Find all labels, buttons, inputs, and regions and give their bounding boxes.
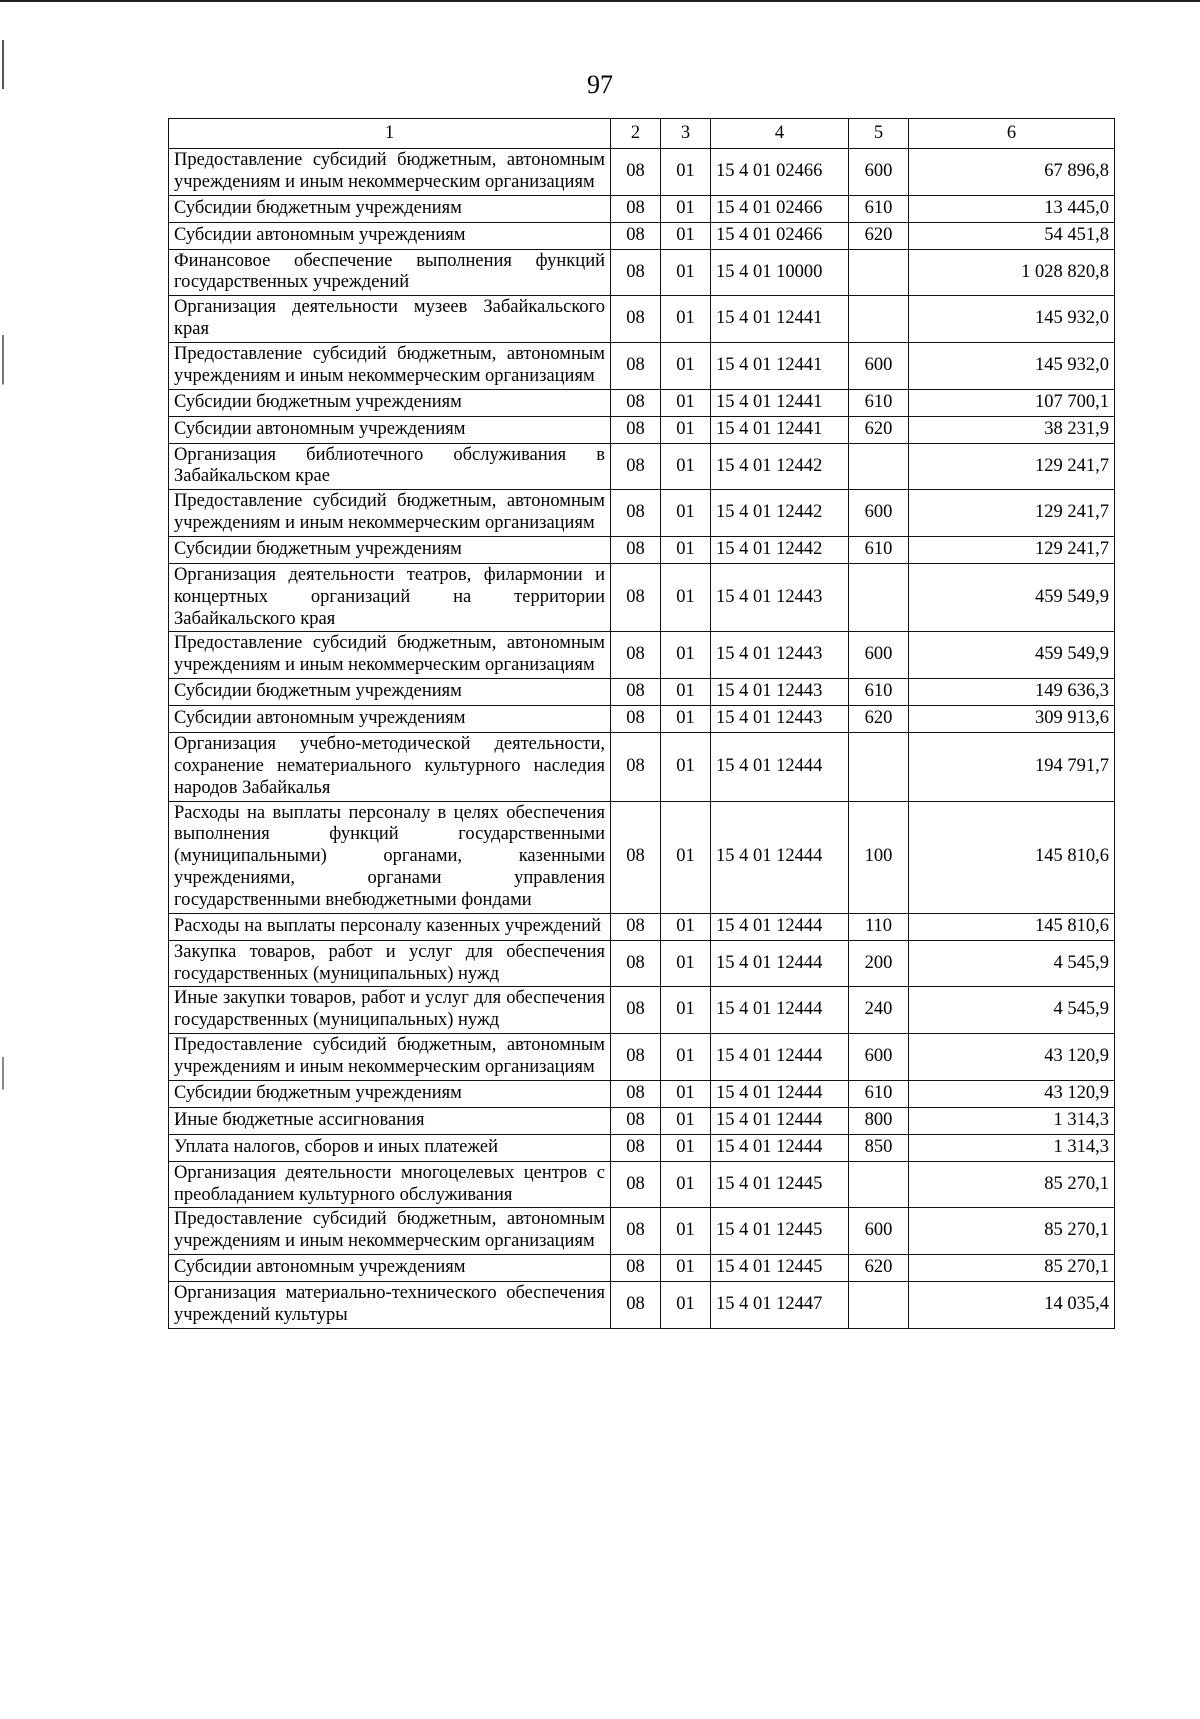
cell-expense-type: 620 <box>849 416 909 443</box>
scan-top-edge <box>0 0 1200 2</box>
cell-target-code: 15 4 01 12444 <box>711 1134 849 1161</box>
cell-name: Организация деятельности музеев Забайкальского края <box>169 296 611 343</box>
cell-section: 08 <box>611 296 661 343</box>
cell-target-code: 15 4 01 12444 <box>711 801 849 913</box>
cell-subsection: 01 <box>661 987 711 1034</box>
cell-subsection: 01 <box>661 733 711 801</box>
cell-amount: 4 545,9 <box>909 940 1115 987</box>
cell-expense-type: 600 <box>849 1208 909 1255</box>
cell-subsection: 01 <box>661 1107 711 1134</box>
cell-section: 08 <box>611 536 661 563</box>
cell-amount: 54 451,8 <box>909 222 1115 249</box>
table-row <box>169 1080 1115 1107</box>
cell-expense-type: 850 <box>849 1134 909 1161</box>
cell-target-code: 15 4 01 10000 <box>711 249 849 296</box>
cell-name: Иные бюджетные ассигнования <box>169 1107 611 1134</box>
cell-amount: 1 314,3 <box>909 1134 1115 1161</box>
cell-target-code: 15 4 01 12442 <box>711 536 849 563</box>
cell-target-code: 15 4 01 02466 <box>711 149 849 196</box>
cell-subsection: 01 <box>661 632 711 679</box>
cell-section: 08 <box>611 1161 661 1208</box>
table-row <box>169 389 1115 416</box>
cell-target-code: 15 4 01 12443 <box>711 679 849 706</box>
cell-expense-type: 610 <box>849 195 909 222</box>
table-header <box>169 119 1115 149</box>
cell-expense-type: 240 <box>849 987 909 1034</box>
cell-name: Иные закупки товаров, работ и услуг для обеспечения государственных (муниципальных) нужд <box>169 987 611 1034</box>
cell-section: 08 <box>611 1281 661 1328</box>
cell-subsection: 01 <box>661 149 711 196</box>
cell-subsection: 01 <box>661 679 711 706</box>
cell-section: 08 <box>611 443 661 490</box>
table-row <box>169 563 1115 631</box>
cell-target-code: 15 4 01 12442 <box>711 490 849 537</box>
cell-subsection: 01 <box>661 296 711 343</box>
cell-target-code: 15 4 01 12444 <box>711 1034 849 1081</box>
cell-subsection: 01 <box>661 706 711 733</box>
cell-name: Организация деятельности театров, филармонии и концертных организаций на территории Забайкальского края <box>169 563 611 631</box>
cell-expense-type: 610 <box>849 536 909 563</box>
cell-amount: 459 549,9 <box>909 563 1115 631</box>
cell-subsection: 01 <box>661 1254 711 1281</box>
cell-expense-type: 600 <box>849 490 909 537</box>
cell-expense-type: 610 <box>849 1080 909 1107</box>
cell-target-code: 15 4 01 12443 <box>711 563 849 631</box>
cell-subsection: 01 <box>661 1161 711 1208</box>
cell-name: Организация библиотечного обслуживания в Забайкальском крае <box>169 443 611 490</box>
cell-expense-type: 620 <box>849 1254 909 1281</box>
cell-target-code: 15 4 01 12445 <box>711 1208 849 1255</box>
cell-amount: 129 241,7 <box>909 490 1115 537</box>
cell-section: 08 <box>611 801 661 913</box>
cell-target-code: 15 4 01 12443 <box>711 632 849 679</box>
cell-expense-type <box>849 563 909 631</box>
cell-section: 08 <box>611 416 661 443</box>
cell-amount: 43 120,9 <box>909 1080 1115 1107</box>
cell-section: 08 <box>611 149 661 196</box>
cell-target-code: 15 4 01 12445 <box>711 1254 849 1281</box>
cell-amount: 85 270,1 <box>909 1161 1115 1208</box>
cell-target-code: 15 4 01 12444 <box>711 733 849 801</box>
cell-amount: 14 035,4 <box>909 1281 1115 1328</box>
cell-section: 08 <box>611 1254 661 1281</box>
cell-section: 08 <box>611 222 661 249</box>
cell-amount: 43 120,9 <box>909 1034 1115 1081</box>
cell-amount: 145 932,0 <box>909 342 1115 389</box>
table-row <box>169 1254 1115 1281</box>
cell-expense-type <box>849 443 909 490</box>
cell-target-code: 15 4 01 12443 <box>711 706 849 733</box>
cell-expense-type: 620 <box>849 222 909 249</box>
cell-amount: 85 270,1 <box>909 1208 1115 1255</box>
cell-name: Субсидии автономным учреждениям <box>169 416 611 443</box>
cell-target-code: 15 4 01 12447 <box>711 1281 849 1328</box>
table-row <box>169 913 1115 940</box>
cell-section: 08 <box>611 733 661 801</box>
cell-target-code: 15 4 01 12441 <box>711 296 849 343</box>
cell-subsection: 01 <box>661 490 711 537</box>
cell-name: Предоставление субсидий бюджетным, автономным учреждениям и иным некоммерческим организациям <box>169 1208 611 1255</box>
cell-name: Предоставление субсидий бюджетным, автономным учреждениям и иным некоммерческим организациям <box>169 490 611 537</box>
cell-expense-type: 610 <box>849 389 909 416</box>
cell-expense-type <box>849 1161 909 1208</box>
header-col-1: 1 <box>169 119 611 149</box>
cell-name: Предоставление субсидий бюджетным, автономным учреждениям и иным некоммерческим организациям <box>169 632 611 679</box>
table-row <box>169 149 1115 196</box>
cell-name: Организация учебно-методической деятельности, сохранение нематериального культурного наследия народов Забайкалья <box>169 733 611 801</box>
cell-section: 08 <box>611 1034 661 1081</box>
cell-name: Субсидии бюджетным учреждениям <box>169 195 611 222</box>
cell-expense-type: 600 <box>849 632 909 679</box>
cell-amount: 85 270,1 <box>909 1254 1115 1281</box>
cell-target-code: 15 4 01 02466 <box>711 195 849 222</box>
table-row <box>169 342 1115 389</box>
cell-name: Расходы на выплаты персоналу в целях обеспечения выполнения функций государственными (муниципальными) органами, казенными учреждениями, органами управления государственными внебюджетными фондами <box>169 801 611 913</box>
cell-section: 08 <box>611 1107 661 1134</box>
table-row <box>169 706 1115 733</box>
cell-amount: 38 231,9 <box>909 416 1115 443</box>
cell-section: 08 <box>611 195 661 222</box>
cell-amount: 1 314,3 <box>909 1107 1115 1134</box>
cell-expense-type <box>849 296 909 343</box>
cell-name: Предоставление субсидий бюджетным, автономным учреждениям и иным некоммерческим организациям <box>169 1034 611 1081</box>
scan-left-margin <box>2 40 4 1680</box>
cell-section: 08 <box>611 940 661 987</box>
cell-amount: 194 791,7 <box>909 733 1115 801</box>
cell-subsection: 01 <box>661 913 711 940</box>
cell-amount: 145 810,6 <box>909 913 1115 940</box>
page-number: 97 <box>587 70 613 99</box>
table-row <box>169 1134 1115 1161</box>
cell-expense-type: 110 <box>849 913 909 940</box>
table-body <box>169 149 1115 1329</box>
cell-subsection: 01 <box>661 1134 711 1161</box>
table-row <box>169 940 1115 987</box>
table-row <box>169 1107 1115 1134</box>
cell-name: Предоставление субсидий бюджетным, автономным учреждениям и иным некоммерческим организациям <box>169 149 611 196</box>
cell-subsection: 01 <box>661 563 711 631</box>
table-row <box>169 443 1115 490</box>
cell-subsection: 01 <box>661 1034 711 1081</box>
cell-target-code: 15 4 01 12442 <box>711 443 849 490</box>
cell-name: Субсидии автономным учреждениям <box>169 1254 611 1281</box>
cell-expense-type <box>849 733 909 801</box>
cell-target-code: 15 4 01 12444 <box>711 1107 849 1134</box>
cell-name: Организация деятельности многоцелевых центров с преобладанием культурного обслуживания <box>169 1161 611 1208</box>
cell-name: Предоставление субсидий бюджетным, автономным учреждениям и иным некоммерческим организациям <box>169 342 611 389</box>
cell-name: Расходы на выплаты персоналу казенных учреждений <box>169 913 611 940</box>
cell-subsection: 01 <box>661 1080 711 1107</box>
table-row <box>169 679 1115 706</box>
cell-subsection: 01 <box>661 416 711 443</box>
cell-name: Финансовое обеспечение выполнения функций государственных учреждений <box>169 249 611 296</box>
cell-section: 08 <box>611 987 661 1034</box>
cell-name: Субсидии бюджетным учреждениям <box>169 536 611 563</box>
cell-expense-type: 600 <box>849 149 909 196</box>
cell-amount: 145 810,6 <box>909 801 1115 913</box>
table-row <box>169 536 1115 563</box>
cell-amount: 459 549,9 <box>909 632 1115 679</box>
cell-subsection: 01 <box>661 389 711 416</box>
cell-target-code: 15 4 01 12444 <box>711 987 849 1034</box>
cell-amount: 1 028 820,8 <box>909 249 1115 296</box>
header-col-6: 6 <box>909 119 1115 149</box>
cell-target-code: 15 4 01 12441 <box>711 416 849 443</box>
cell-section: 08 <box>611 1080 661 1107</box>
cell-amount: 309 913,6 <box>909 706 1115 733</box>
cell-section: 08 <box>611 913 661 940</box>
cell-target-code: 15 4 01 12441 <box>711 342 849 389</box>
cell-subsection: 01 <box>661 249 711 296</box>
cell-section: 08 <box>611 1208 661 1255</box>
cell-subsection: 01 <box>661 222 711 249</box>
cell-target-code: 15 4 01 12444 <box>711 1080 849 1107</box>
cell-section: 08 <box>611 389 661 416</box>
table-row <box>169 987 1115 1034</box>
cell-name: Организация материально-технического обеспечения учреждений культуры <box>169 1281 611 1328</box>
cell-subsection: 01 <box>661 195 711 222</box>
cell-amount: 145 932,0 <box>909 296 1115 343</box>
cell-subsection: 01 <box>661 1281 711 1328</box>
cell-expense-type: 600 <box>849 342 909 389</box>
table-row <box>169 249 1115 296</box>
cell-expense-type <box>849 249 909 296</box>
table-row <box>169 296 1115 343</box>
table-row <box>169 222 1115 249</box>
cell-name: Субсидии бюджетным учреждениям <box>169 389 611 416</box>
cell-amount: 67 896,8 <box>909 149 1115 196</box>
cell-amount: 129 241,7 <box>909 536 1115 563</box>
cell-subsection: 01 <box>661 443 711 490</box>
cell-expense-type: 620 <box>849 706 909 733</box>
cell-section: 08 <box>611 706 661 733</box>
cell-subsection: 01 <box>661 536 711 563</box>
table-row <box>169 195 1115 222</box>
cell-name: Субсидии бюджетным учреждениям <box>169 679 611 706</box>
cell-target-code: 15 4 01 12444 <box>711 940 849 987</box>
cell-expense-type: 100 <box>849 801 909 913</box>
header-col-4: 4 <box>711 119 849 149</box>
cell-expense-type: 800 <box>849 1107 909 1134</box>
cell-subsection: 01 <box>661 342 711 389</box>
table-row <box>169 1034 1115 1081</box>
table-row <box>169 490 1115 537</box>
cell-target-code: 15 4 01 12445 <box>711 1161 849 1208</box>
cell-section: 08 <box>611 342 661 389</box>
table-row <box>169 632 1115 679</box>
cell-section: 08 <box>611 563 661 631</box>
header-col-5: 5 <box>849 119 909 149</box>
cell-subsection: 01 <box>661 940 711 987</box>
cell-expense-type: 600 <box>849 1034 909 1081</box>
cell-target-code: 15 4 01 02466 <box>711 222 849 249</box>
cell-name: Уплата налогов, сборов и иных платежей <box>169 1134 611 1161</box>
cell-name: Субсидии бюджетным учреждениям <box>169 1080 611 1107</box>
header-row <box>169 119 1115 149</box>
table-row <box>169 733 1115 801</box>
cell-amount: 129 241,7 <box>909 443 1115 490</box>
table-row <box>169 416 1115 443</box>
cell-name: Субсидии автономным учреждениям <box>169 222 611 249</box>
cell-name: Субсидии автономным учреждениям <box>169 706 611 733</box>
table-row <box>169 801 1115 913</box>
cell-amount: 13 445,0 <box>909 195 1115 222</box>
budget-table <box>168 118 1115 1329</box>
table-row <box>169 1208 1115 1255</box>
cell-name: Закупка товаров, работ и услуг для обеспечения государственных (муниципальных) нужд <box>169 940 611 987</box>
table-row <box>169 1281 1115 1328</box>
cell-target-code: 15 4 01 12441 <box>711 389 849 416</box>
cell-subsection: 01 <box>661 1208 711 1255</box>
cell-subsection: 01 <box>661 801 711 913</box>
cell-section: 08 <box>611 249 661 296</box>
cell-amount: 4 545,9 <box>909 987 1115 1034</box>
cell-amount: 107 700,1 <box>909 389 1115 416</box>
cell-section: 08 <box>611 1134 661 1161</box>
header-col-3: 3 <box>661 119 711 149</box>
cell-expense-type: 610 <box>849 679 909 706</box>
table-row <box>169 1161 1115 1208</box>
cell-section: 08 <box>611 490 661 537</box>
cell-section: 08 <box>611 679 661 706</box>
header-col-2: 2 <box>611 119 661 149</box>
cell-expense-type: 200 <box>849 940 909 987</box>
cell-expense-type <box>849 1281 909 1328</box>
cell-target-code: 15 4 01 12444 <box>711 913 849 940</box>
cell-section: 08 <box>611 632 661 679</box>
cell-amount: 149 636,3 <box>909 679 1115 706</box>
